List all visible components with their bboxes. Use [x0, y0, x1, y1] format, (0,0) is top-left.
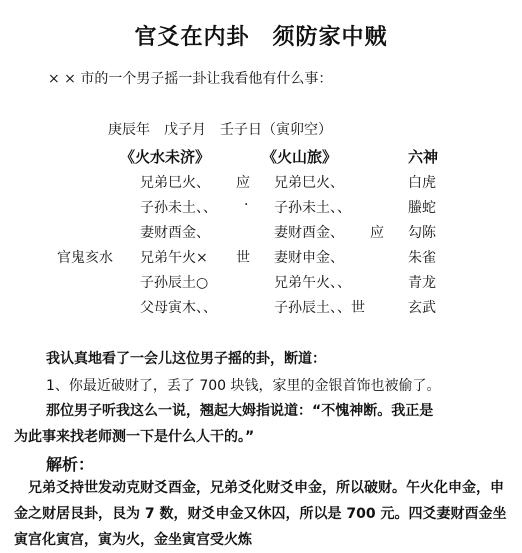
main-yao: 妻财酉金、: [140, 225, 210, 241]
main-yao: 兄弟午火×: [140, 250, 208, 266]
main-gua-header: 《火水未济》: [120, 148, 211, 166]
gua-row: [0, 222, 522, 244]
bian-yao: 兄弟午火、、: [274, 275, 351, 291]
six-god: 青龙: [408, 275, 436, 291]
fu-shen: 官鬼亥水: [57, 250, 113, 266]
bian-yao: 妻财酉金、: [274, 225, 344, 241]
bian-yao: 子孙辰土、、世: [274, 300, 365, 316]
bian-gua-header: 《火山旅》: [262, 148, 338, 166]
main-yao: 父母寅木、、: [140, 300, 217, 316]
six-god: 勾陈: [408, 225, 436, 241]
gua-row: [0, 297, 522, 319]
paragraph-client-reply: 那位男子听我这么一说，翘起大姆指说道：“不愧神断。我正是: [46, 403, 434, 419]
intro-line: × × 市的一个男子摇一卦让我看他有什么事：: [48, 71, 333, 87]
six-god: 白虎: [408, 175, 436, 191]
gua-row: [0, 247, 522, 269]
six-god: 朱雀: [408, 250, 436, 266]
date-line: 庚辰年 戊子月 壬子日（寅卯空）: [108, 122, 332, 138]
bian-yao: 兄弟巳火、: [274, 175, 344, 191]
analysis-heading: 解析：: [46, 455, 95, 474]
gua-row: [0, 172, 522, 194]
shi-ying-mark: 应: [236, 175, 250, 191]
paragraph-point-1: 1、你最近破财了，丢了 700 块钱，家里的金银首饰也被偷了。: [46, 378, 441, 394]
main-yao: 子孙辰土○: [140, 275, 209, 291]
six-god: 螣蛇: [408, 200, 436, 216]
main-yao: 兄弟巳火、: [140, 175, 210, 191]
main-yao: 子孙未土、、: [140, 200, 217, 216]
six-god: 玄武: [408, 300, 436, 316]
shi-ying-mark: ·: [244, 197, 249, 213]
gua-row: [0, 272, 522, 294]
paragraph-client-reply-cont: 为此事来找老师测一下是什么人干的。”: [14, 429, 255, 445]
bian-mark: 应: [370, 225, 384, 241]
bian-yao: 妻财申金、: [274, 250, 344, 266]
paragraph-judgment-intro: 我认真地看了一会儿这位男子摇的卦，断道：: [46, 351, 326, 367]
page-title: 官爻在内卦 须防家中贼: [134, 24, 388, 50]
six-gods-header: 六神: [408, 148, 439, 166]
shi-ying-mark: 世: [236, 250, 250, 266]
bian-yao: 子孙未土、、: [274, 200, 351, 216]
paragraph-analysis: 兄弟爻持世发动克财爻酉金，兄弟爻化财爻申金，所以破财。午火化申金，申金之财居艮卦，艮为 7 数，财爻申金又休囚，所以是 700 元。四爻妻财酉金坐寅宫化寅宫，寅为火，金坐寅宫受火炼: [14, 480, 507, 548]
gua-row: [0, 197, 522, 219]
